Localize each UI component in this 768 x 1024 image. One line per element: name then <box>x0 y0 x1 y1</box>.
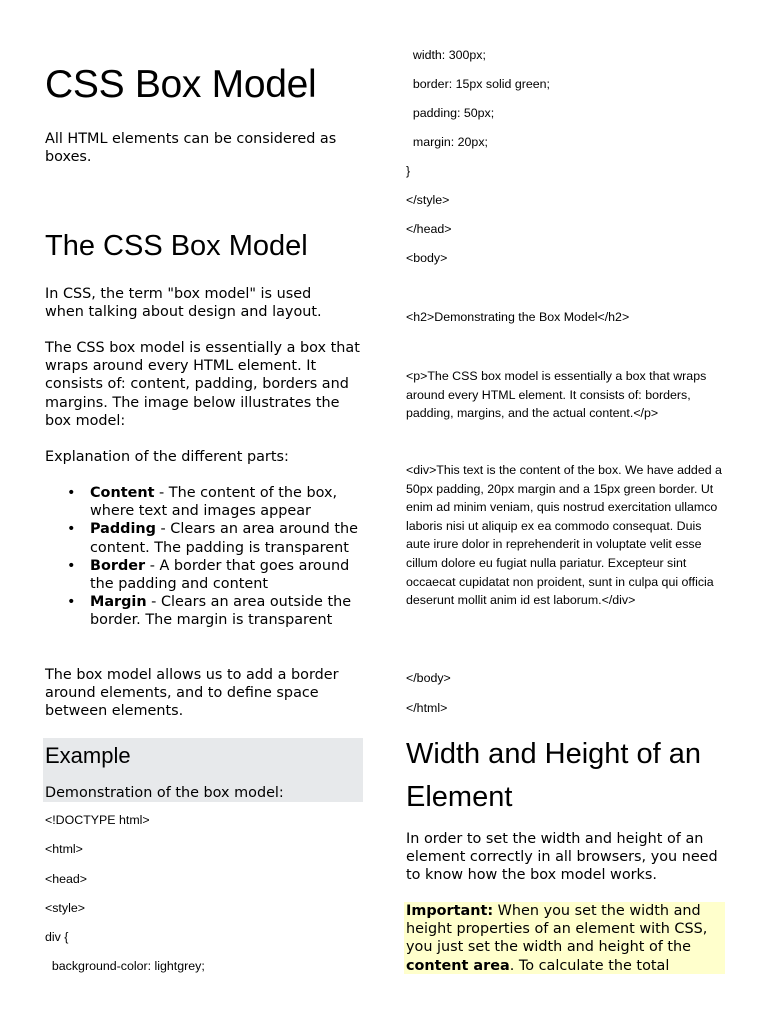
list-item <box>67 593 365 629</box>
code-line: <html> <box>45 842 83 856</box>
list-item <box>67 484 365 520</box>
part-term: Content <box>90 485 155 501</box>
code-line: <head> <box>45 872 88 886</box>
important-note <box>404 902 725 974</box>
intro-paragraph: All HTML elements can be considered as boxes. <box>45 131 337 166</box>
paragraph-parts-intro: Explanation of the different parts: <box>45 449 289 465</box>
page-title: CSS Box Model <box>45 63 317 106</box>
bullet-icon: • <box>67 594 76 611</box>
code-div-block: <div>This text is the content of the box. We have added a 50px padding, 20px margin and a 15px green border. Ut enim ad minim veniam, quis nostrud exercitation ullamco laboris nisi ut aliquip ex ea commodo consequat. Duis aute irure dolor in reprehenderit in voluptate velit esse cillum dolore eu fugiat nulla pariatur. Excepteur sint occaecat cupidatat non proident, sunt in culpa qui officia deserunt mollit anim id est laborum.</div> <box>406 463 722 608</box>
part-term: Padding <box>90 521 156 538</box>
bullet-icon: • <box>67 557 76 574</box>
code-line: } <box>406 164 411 178</box>
important-label: Important: <box>406 903 494 919</box>
bullet-icon: • <box>67 521 76 538</box>
content-area-term: content area <box>406 957 510 974</box>
example-heading: Example <box>45 743 131 768</box>
code-line: <!DOCTYPE html> <box>45 813 150 827</box>
section-heading-width-height: Width and Height of an Element <box>406 738 702 813</box>
important-text-part: . To calculate the total <box>509 957 670 974</box>
part-description: - The content of the box, where text and images appear <box>90 485 338 520</box>
paragraph-width-height-intro: In order to set the width and height of an element correctly in all browsers, you need to know how the box model works. <box>406 831 718 884</box>
part-description: - Clears an area outside the border. The margin is transparent <box>90 594 352 629</box>
example-panel <box>43 738 363 802</box>
example-description: Demonstration of the box model: <box>45 785 284 801</box>
code-line: <body> <box>406 251 448 265</box>
bullet-icon: • <box>67 485 76 501</box>
code-line: </html> <box>406 701 448 715</box>
code-line: width: 300px; <box>406 48 486 62</box>
part-description: - Clears an area around the content. The padding is transparent <box>90 521 358 556</box>
section-heading-box-model: The CSS Box Model <box>45 230 308 262</box>
part-term: Margin <box>90 594 147 611</box>
important-text-part: When you set the width and height properties of an element with CSS, you just set the width and height of the <box>406 903 708 956</box>
code-line: margin: 20px; <box>406 135 488 149</box>
code-line: div { <box>45 930 69 944</box>
code-line: background-color: lightgrey; <box>45 959 205 973</box>
part-term: Border <box>90 557 146 574</box>
paragraph-box-model-term: In CSS, the term "box model" is used when talking about design and layout. <box>45 286 322 321</box>
code-line: <h2>Demonstrating the Box Model</h2> <box>406 310 630 324</box>
part-description: - A border that goes around the padding and content <box>90 557 350 593</box>
box-parts-list <box>45 484 365 630</box>
list-item <box>67 557 365 593</box>
list-item <box>67 520 365 556</box>
code-paragraph-block: <p>The CSS box model is essentially a box that wraps around every HTML element. It consists of: borders, padding, margins, and the actual content.</p> <box>406 369 707 421</box>
code-line: </body> <box>406 671 451 685</box>
code-line: border: 15px solid green; <box>406 77 550 91</box>
code-line: </head> <box>406 222 452 236</box>
code-line: <style> <box>45 901 85 915</box>
paragraph-box-model-purpose: The box model allows us to add a border around elements, and to define space between elements. <box>45 667 339 720</box>
paragraph-box-model-description: The CSS box model is essentially a box that wraps around every HTML element. It consists of: content, padding, borders and margins. The image below illustrates the box model: <box>45 340 360 429</box>
code-line: padding: 50px; <box>406 106 495 120</box>
code-line: </style> <box>406 193 450 207</box>
important-note-text <box>406 902 724 975</box>
